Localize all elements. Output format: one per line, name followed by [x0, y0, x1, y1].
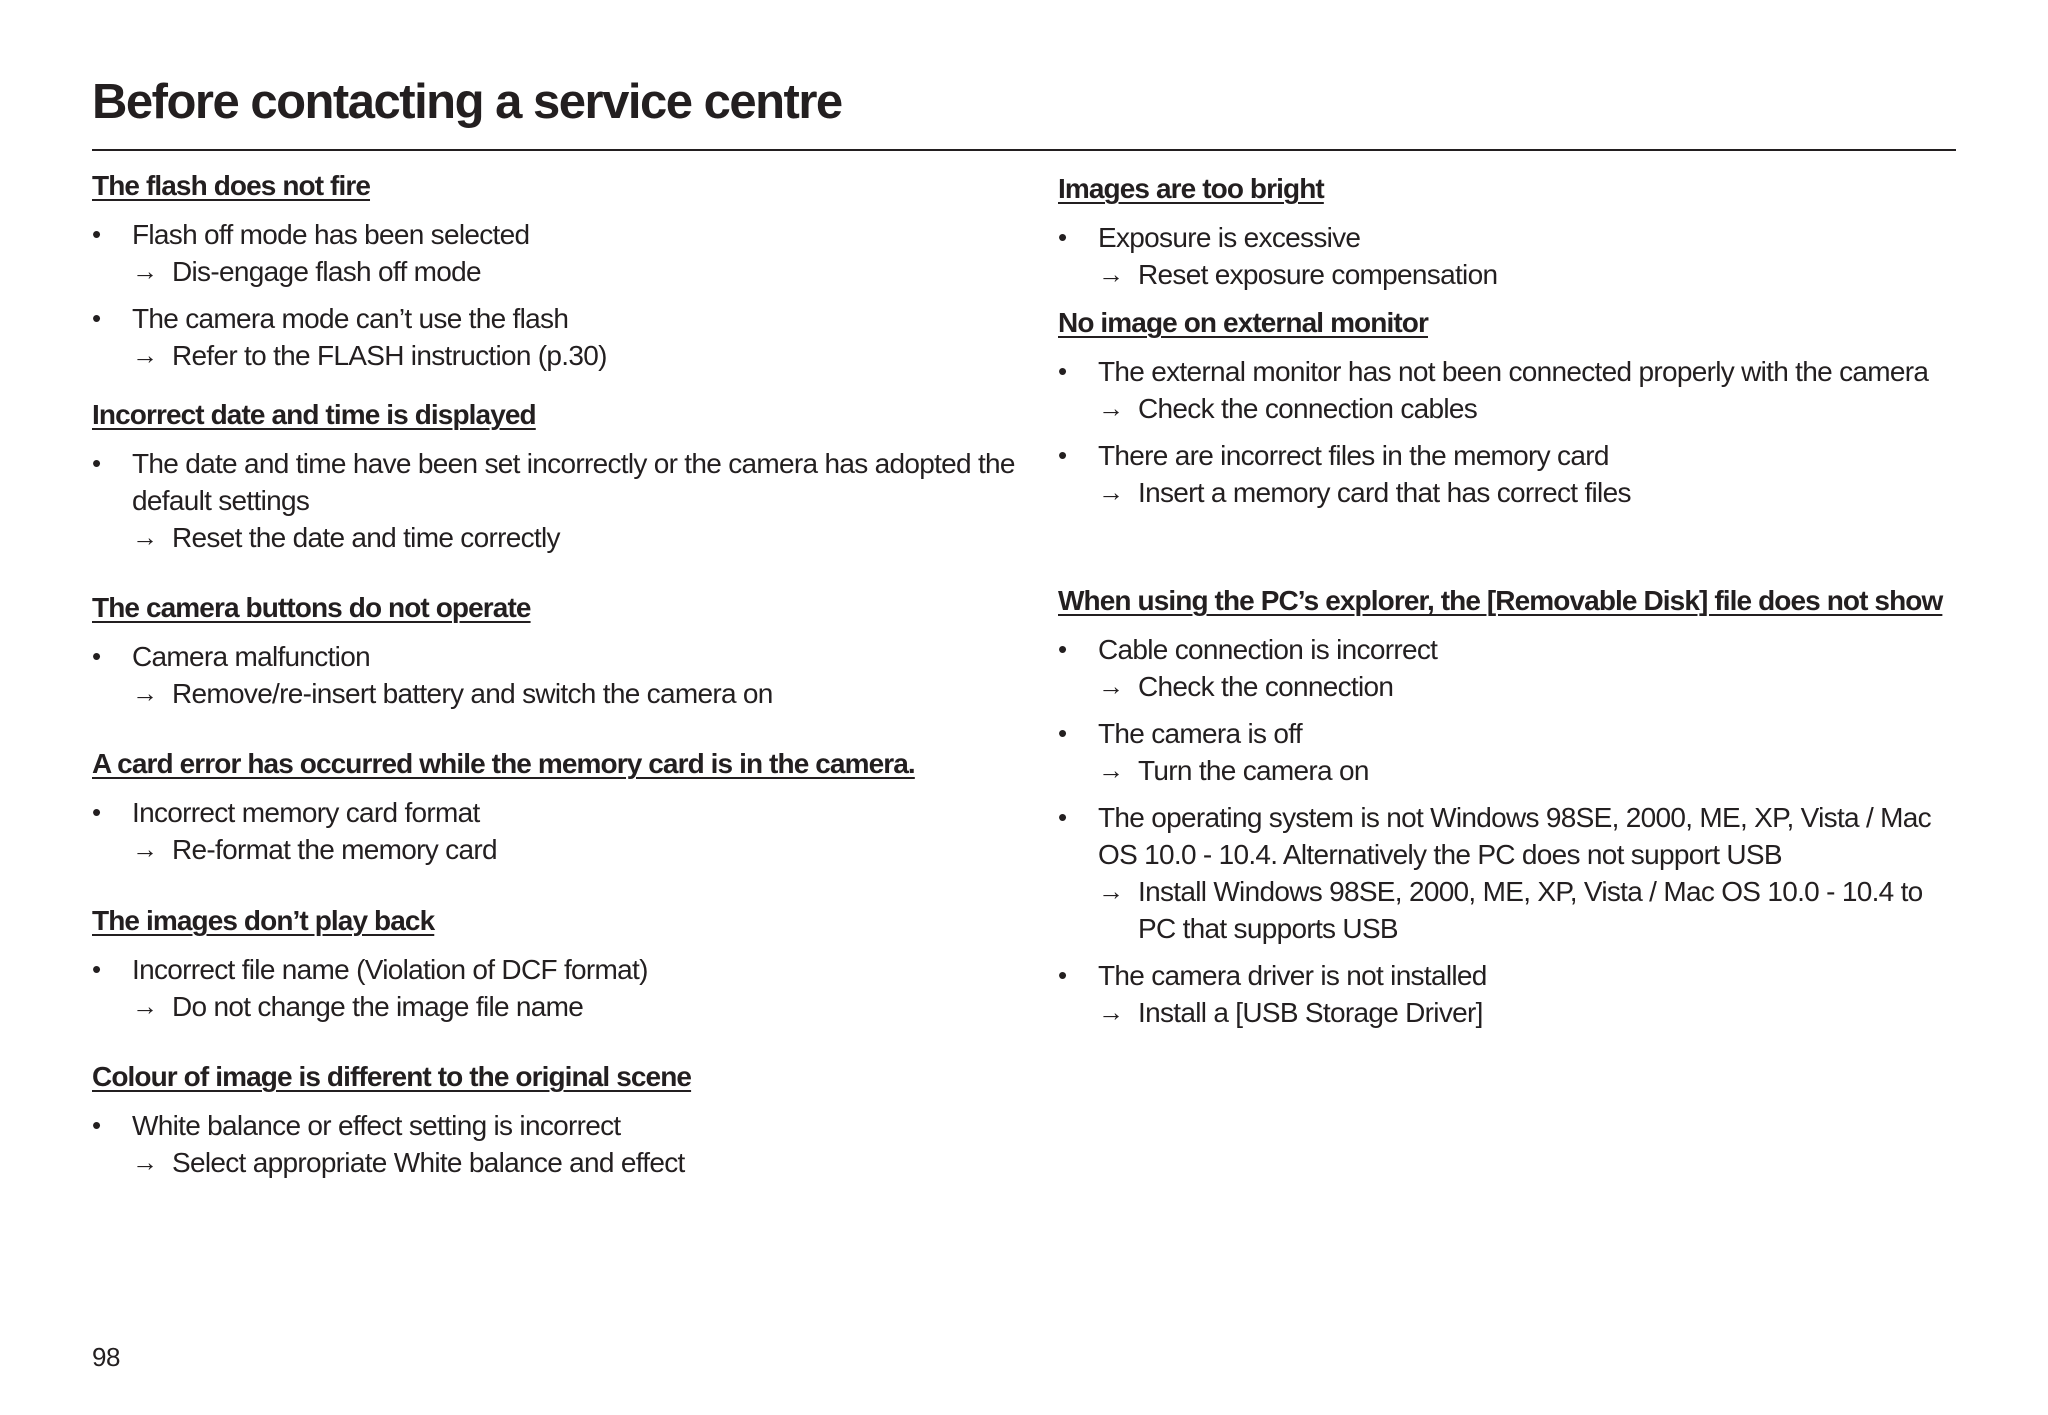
- arrow-right-icon: →: [132, 678, 158, 708]
- bullet-icon: •: [1058, 222, 1068, 252]
- problem-cause: The operating system is not Windows 98SE, 2000, ME, XP, Vista / Mac OS 10.0 - 10.4. Alternatively the PC does not support USB: [1098, 802, 1931, 870]
- remedy-text: Check the connection cables: [1138, 393, 1478, 424]
- problem-remedy: [1098, 668, 1963, 705]
- page-title: Before contacting a service centre: [92, 75, 842, 129]
- remedy-text: Install Windows 98SE, 2000, ME, XP, Vista / Mac OS 10.0 - 10.4 to PC that supports USB: [1138, 876, 1923, 944]
- problem-item: [1058, 799, 1963, 947]
- problem-cause: Flash off mode has been selected: [132, 219, 530, 250]
- problem-item: [92, 216, 1022, 290]
- section-heading: The camera buttons do not operate: [92, 592, 531, 623]
- section-heading: Incorrect date and time is displayed: [92, 399, 536, 430]
- problem-remedy: [1098, 994, 1963, 1031]
- problem-remedy: [132, 519, 1022, 556]
- bullet-icon: •: [1058, 634, 1068, 664]
- problem-remedy: [132, 1144, 1022, 1181]
- arrow-right-icon: →: [1098, 876, 1124, 906]
- arrow-right-icon: →: [132, 834, 158, 864]
- troubleshoot-section: [92, 746, 1022, 878]
- problem-item: [92, 445, 1022, 556]
- bullet-icon: •: [92, 303, 102, 333]
- troubleshoot-section: [1058, 171, 1963, 303]
- arrow-right-icon: →: [132, 340, 158, 370]
- remedy-text: Reset exposure compensation: [1138, 259, 1498, 290]
- problem-item: [92, 794, 1022, 868]
- bullet-icon: •: [1058, 356, 1068, 386]
- remedy-text: Refer to the FLASH instruction (p.30): [172, 340, 607, 371]
- problem-cause: The camera driver is not installed: [1098, 960, 1487, 991]
- problem-remedy: [1098, 752, 1963, 789]
- arrow-right-icon: →: [1098, 997, 1124, 1027]
- section-heading: The flash does not fire: [92, 170, 371, 201]
- remedy-text: Reset the date and time correctly: [172, 522, 560, 553]
- remedy-text: Remove/re-insert battery and switch the camera on: [172, 678, 773, 709]
- problem-item: [1058, 219, 1963, 293]
- bullet-icon: •: [92, 797, 102, 827]
- problem-cause: Incorrect memory card format: [132, 797, 480, 828]
- troubleshoot-section: [92, 903, 1022, 1035]
- problem-cause: White balance or effect setting is incorrect: [132, 1110, 621, 1141]
- bullet-icon: •: [1058, 718, 1068, 748]
- remedy-text: Check the connection: [1138, 671, 1394, 702]
- troubleshoot-section: [92, 397, 1022, 566]
- problem-item: [92, 300, 1022, 374]
- bullet-icon: •: [1058, 440, 1068, 470]
- arrow-right-icon: →: [132, 1147, 158, 1177]
- troubleshoot-section: [1058, 583, 1963, 1041]
- page-number: 98: [92, 1342, 120, 1372]
- problem-item: [1058, 353, 1963, 427]
- troubleshoot-section: [92, 1059, 1022, 1191]
- problem-remedy: [1098, 256, 1963, 293]
- arrow-right-icon: →: [1098, 671, 1124, 701]
- problem-remedy: [132, 253, 1022, 290]
- bullet-icon: •: [92, 954, 102, 984]
- problem-item: [1058, 631, 1963, 705]
- problem-item: [1058, 957, 1963, 1031]
- remedy-text: Insert a memory card that has correct files: [1138, 477, 1631, 508]
- problem-remedy: [132, 675, 1022, 712]
- problem-cause: Cable connection is incorrect: [1098, 634, 1438, 665]
- problem-cause: Incorrect file name (Violation of DCF format): [132, 954, 648, 985]
- troubleshoot-section: [1058, 305, 1963, 521]
- bullet-icon: •: [92, 219, 102, 249]
- problem-item: [92, 951, 1022, 1025]
- problem-remedy: [1098, 873, 1963, 947]
- remedy-text: Dis-engage flash off mode: [172, 256, 481, 287]
- arrow-right-icon: →: [132, 256, 158, 286]
- remedy-text: Install a [USB Storage Driver]: [1138, 997, 1483, 1028]
- problem-cause: Exposure is excessive: [1098, 222, 1361, 253]
- problem-remedy: [1098, 474, 1963, 511]
- remedy-text: Do not change the image file name: [172, 991, 584, 1022]
- section-heading: When using the PC’s explorer, the [Removable Disk] file does not show: [1058, 585, 1943, 616]
- problem-item: [1058, 715, 1963, 789]
- section-heading: The images don’t play back: [92, 905, 435, 936]
- remedy-text: Turn the camera on: [1138, 755, 1369, 786]
- bullet-icon: •: [92, 641, 102, 671]
- arrow-right-icon: →: [1098, 259, 1124, 289]
- section-heading: No image on external monitor: [1058, 307, 1428, 338]
- problem-cause: The camera mode can’t use the flash: [132, 303, 569, 334]
- remedy-text: Re-format the memory card: [172, 834, 497, 865]
- arrow-right-icon: →: [1098, 393, 1124, 423]
- bullet-icon: •: [92, 448, 102, 478]
- bullet-icon: •: [92, 1110, 102, 1140]
- section-heading: Images are too bright: [1058, 173, 1324, 204]
- arrow-right-icon: →: [1098, 755, 1124, 785]
- troubleshoot-section: [92, 590, 1022, 722]
- problem-cause: The external monitor has not been connected properly with the camera: [1098, 356, 1929, 387]
- problem-item: [1058, 437, 1963, 511]
- problem-cause: The date and time have been set incorrectly or the camera has adopted the default settings: [132, 448, 1015, 516]
- problem-remedy: [1098, 390, 1963, 427]
- problem-cause: Camera malfunction: [132, 641, 370, 672]
- problem-cause: The camera is off: [1098, 718, 1302, 749]
- problem-remedy: [132, 337, 1022, 374]
- problem-remedy: [132, 831, 1022, 868]
- section-heading: A card error has occurred while the memory card is in the camera.: [92, 748, 915, 779]
- bullet-icon: •: [1058, 802, 1068, 832]
- bullet-icon: •: [1058, 960, 1068, 990]
- arrow-right-icon: →: [1098, 477, 1124, 507]
- remedy-text: Select appropriate White balance and effect: [172, 1147, 685, 1178]
- problem-item: [92, 638, 1022, 712]
- problem-cause: There are incorrect files in the memory card: [1098, 440, 1609, 471]
- problem-remedy: [132, 988, 1022, 1025]
- arrow-right-icon: →: [132, 991, 158, 1021]
- arrow-right-icon: →: [132, 522, 158, 552]
- section-heading: Colour of image is different to the original scene: [92, 1061, 692, 1092]
- title-divider: [92, 149, 1956, 151]
- problem-item: [92, 1107, 1022, 1181]
- troubleshoot-section: [92, 168, 1022, 384]
